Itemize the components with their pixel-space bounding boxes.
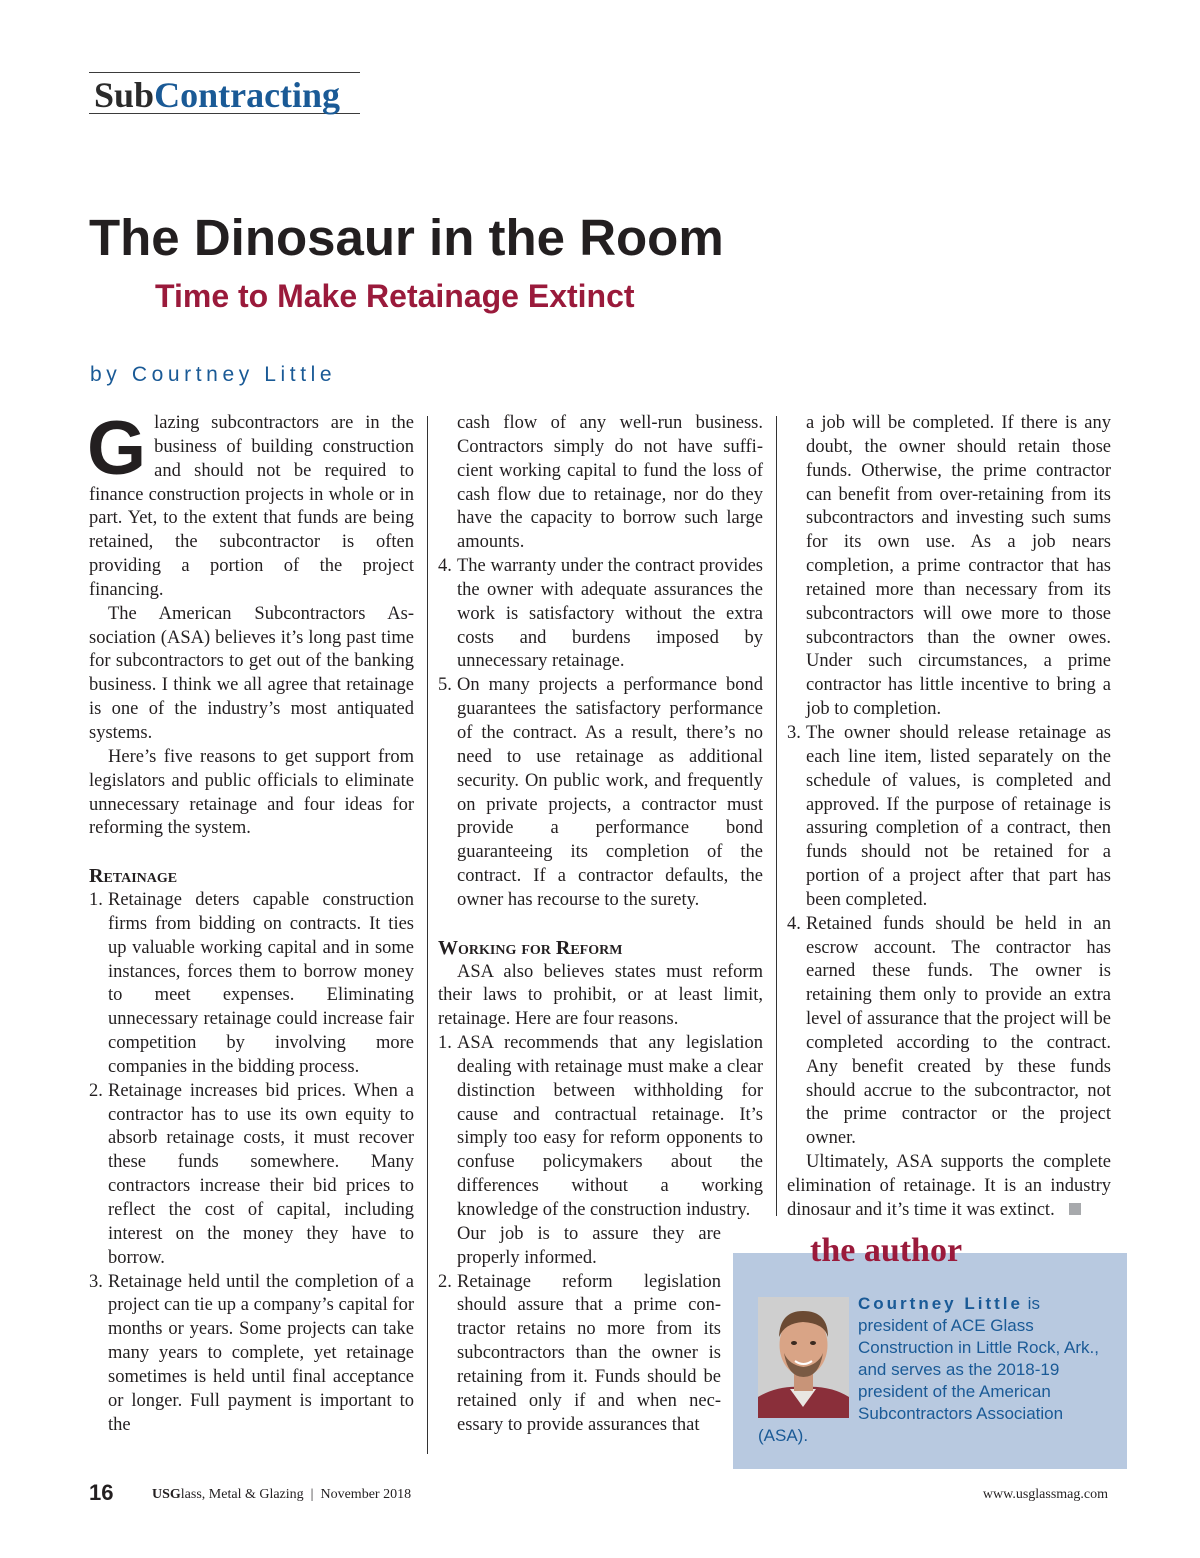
column-3 (787, 412, 1111, 1223)
list-number: 1. (89, 890, 103, 911)
end-mark-icon (1069, 1203, 1081, 1215)
numbered-list (438, 555, 763, 913)
paragraph: cash flow of any well-run business. Contractors simply do not have sufficient working capital to fund the loss of cash flow due to retainage, nor do they have the capacity to borrow such large amounts. (457, 413, 763, 553)
section-tag (89, 72, 360, 114)
paragraph (87, 406, 414, 603)
list-item (438, 674, 763, 912)
list-item-text: Retainage deters capable construction firms from bidding on contracts. It ties up valuable working capital and in some instances, forces them to borrow money to meet expenses. Eliminating unnecessary retainage could increase fair competition by involving more companies in the bidding process. (108, 890, 414, 1077)
list-item-text: ASA recommends that any legislation dealing with retainage must make a clear distinction between withholding for cause and contractual retainage. It’s simply too easy for reform opponents to confuse policymakers about the differences without a working knowledge of the construction industry. (457, 1033, 763, 1220)
section-heading: Retainage (89, 865, 178, 888)
list-item-text: On many projects a performance bond guarantees the satisfactory performance of the contract. As a result, there’s no need to use retainage as additional security. On public work, and frequently on private projects, a contractor must provide a performance bond guaranteeing its completion of the contract. If a contractor defaults, the owner has recourse to the surety. (457, 675, 763, 910)
section-heading: Working for Reform (438, 936, 623, 959)
paragraph (787, 1151, 1111, 1223)
author-name: Courtney Little (858, 1294, 1023, 1313)
column-divider (776, 416, 777, 1216)
column-divider (427, 416, 428, 1454)
closing-text: Ultimately, ASA supports the complete elimination of retainage. It is an industry dinosaur and it’s time it was extinct. (787, 1152, 1111, 1220)
list-number: 4. (787, 913, 801, 934)
narrow-block (438, 1223, 721, 1438)
list-number: 5. (438, 675, 452, 696)
list-item-text: Retainage reform legislation should assure that a prime contractor retains no more from its subcontractors than the owner is retaining from it. Funds should be retained only if and when necessary to provide assurances that (457, 1271, 721, 1435)
column-1 (87, 406, 414, 1437)
list-item (787, 722, 1111, 913)
list-number: 3. (89, 1271, 103, 1292)
list-item-text: Retainage increases bid prices. When a contractor has to use its own equity to absorb retainage costs, it must recover these funds somewhere. Many contractors increase their bid prices to reflect the cost of capital, including interest on the money they have to borrow. (108, 1080, 414, 1268)
drop-cap: G (87, 406, 147, 491)
column-2 (438, 412, 763, 1437)
list-item-continued: Our job is to assure they are properly informed. (457, 1223, 721, 1268)
list-item (89, 1271, 414, 1438)
article-title: The Dinosaur in the Room (89, 209, 724, 266)
issue-date: November 2018 (320, 1487, 412, 1502)
list-item (438, 1032, 763, 1223)
numbered-list (89, 889, 414, 1437)
paragraph: The American Subcontractors Association (ASA) believes it’s long past time for subcontractors to get out of the banking business. I think we all agree that retainage is one of the industry’s most antiquated systems. (89, 603, 414, 743)
page-number: 16 (89, 1480, 114, 1505)
list-number: 4. (438, 556, 452, 577)
author-bio (758, 1293, 1108, 1447)
numbered-list (438, 1032, 763, 1223)
pub-name-rest: lass, Metal & Glazing (180, 1487, 304, 1502)
section-tag-sub: Sub (94, 75, 155, 115)
section-tag-contracting: Contracting (154, 75, 341, 115)
paragraph-text: lazing subcontractors are in the business of building construction and should not be required to finance construction projects in whole or in part. Yet, to the extent that funds are being retained, the subcontractor is often providing a portion of the project financing. (89, 413, 414, 600)
list-item (438, 1271, 721, 1438)
numbered-list (787, 722, 1111, 1151)
list-number: 1. (438, 1033, 452, 1054)
footer-separator: | (310, 1487, 314, 1502)
publication-name (152, 1487, 411, 1503)
list-number: 2. (89, 1080, 103, 1101)
list-number: 3. (787, 722, 801, 743)
author-bio-text: is president of ACE Glass Construction in Little Rock, Ark., and serves as the 2018-19 president of the American Subcontractors Association (ASA). (758, 1294, 1099, 1445)
list-item (89, 1080, 414, 1271)
author-heading: the author (810, 1232, 963, 1269)
paragraph: Here’s five reasons to get support from legislators and public officials to eliminate unnecessary retainage and four ideas for reforming the system. (89, 746, 414, 839)
list-item-text: The owner should release retainage as each line item, listed separately on the schedule of values, is completed and approved. If the purpose of retainage is assuring completion of a contract, then funds should not be retained for a portion of a project after that part has been completed. (806, 722, 1111, 910)
list-item (89, 889, 414, 1080)
list-item-text: The warranty under the contract provides the owner with adequate assurances the work is satisfactory without the extra costs and burdens imposed by unnecessary retainage. (457, 556, 763, 672)
list-item-text: Retained funds should be held in an escrow account. The contractor has earned these funds. The owner is retaining them only to provide an extra level of assurance that the project will be completed according to the contract. Any benefit created by these funds should accrue to the subcontractor, not the prime contractor or the project owner. (806, 913, 1111, 1149)
pub-name-bold: USG (152, 1487, 181, 1502)
list-number: 2. (438, 1271, 452, 1292)
article-subtitle: Time to Make Retainage Extinct (155, 278, 635, 314)
byline: by Courtney Little (90, 363, 337, 386)
paragraph: ASA also believes states must reform their laws to prohibit, or at least limit, retainage. Here are four reasons. (438, 961, 763, 1030)
website-url: www.usglassmag.com (982, 1487, 1108, 1502)
numbered-list (438, 1271, 721, 1438)
list-item (787, 913, 1111, 1151)
paragraph: a job will be completed. If there is any doubt, the owner should retain those funds. Otherwise, the prime contractor can benefit from over-retaining from its subcontractors and investing such sums for its own use. As a job nears completion, a prime contractor that has retained more than necessary from its subcontractors will owe more to those subcontractors than the owner owes. Under such circumstances, a prime contractor has little incentive to bring a job to completion. (806, 413, 1111, 720)
list-item-text: Retainage held until the completion of a project can tie up a company’s capital for months or years. Some projects can take many years to complete, yet retainage sometimes is held until final acceptance or longer. Full payment is important to the (108, 1271, 414, 1435)
list-item (438, 555, 763, 674)
